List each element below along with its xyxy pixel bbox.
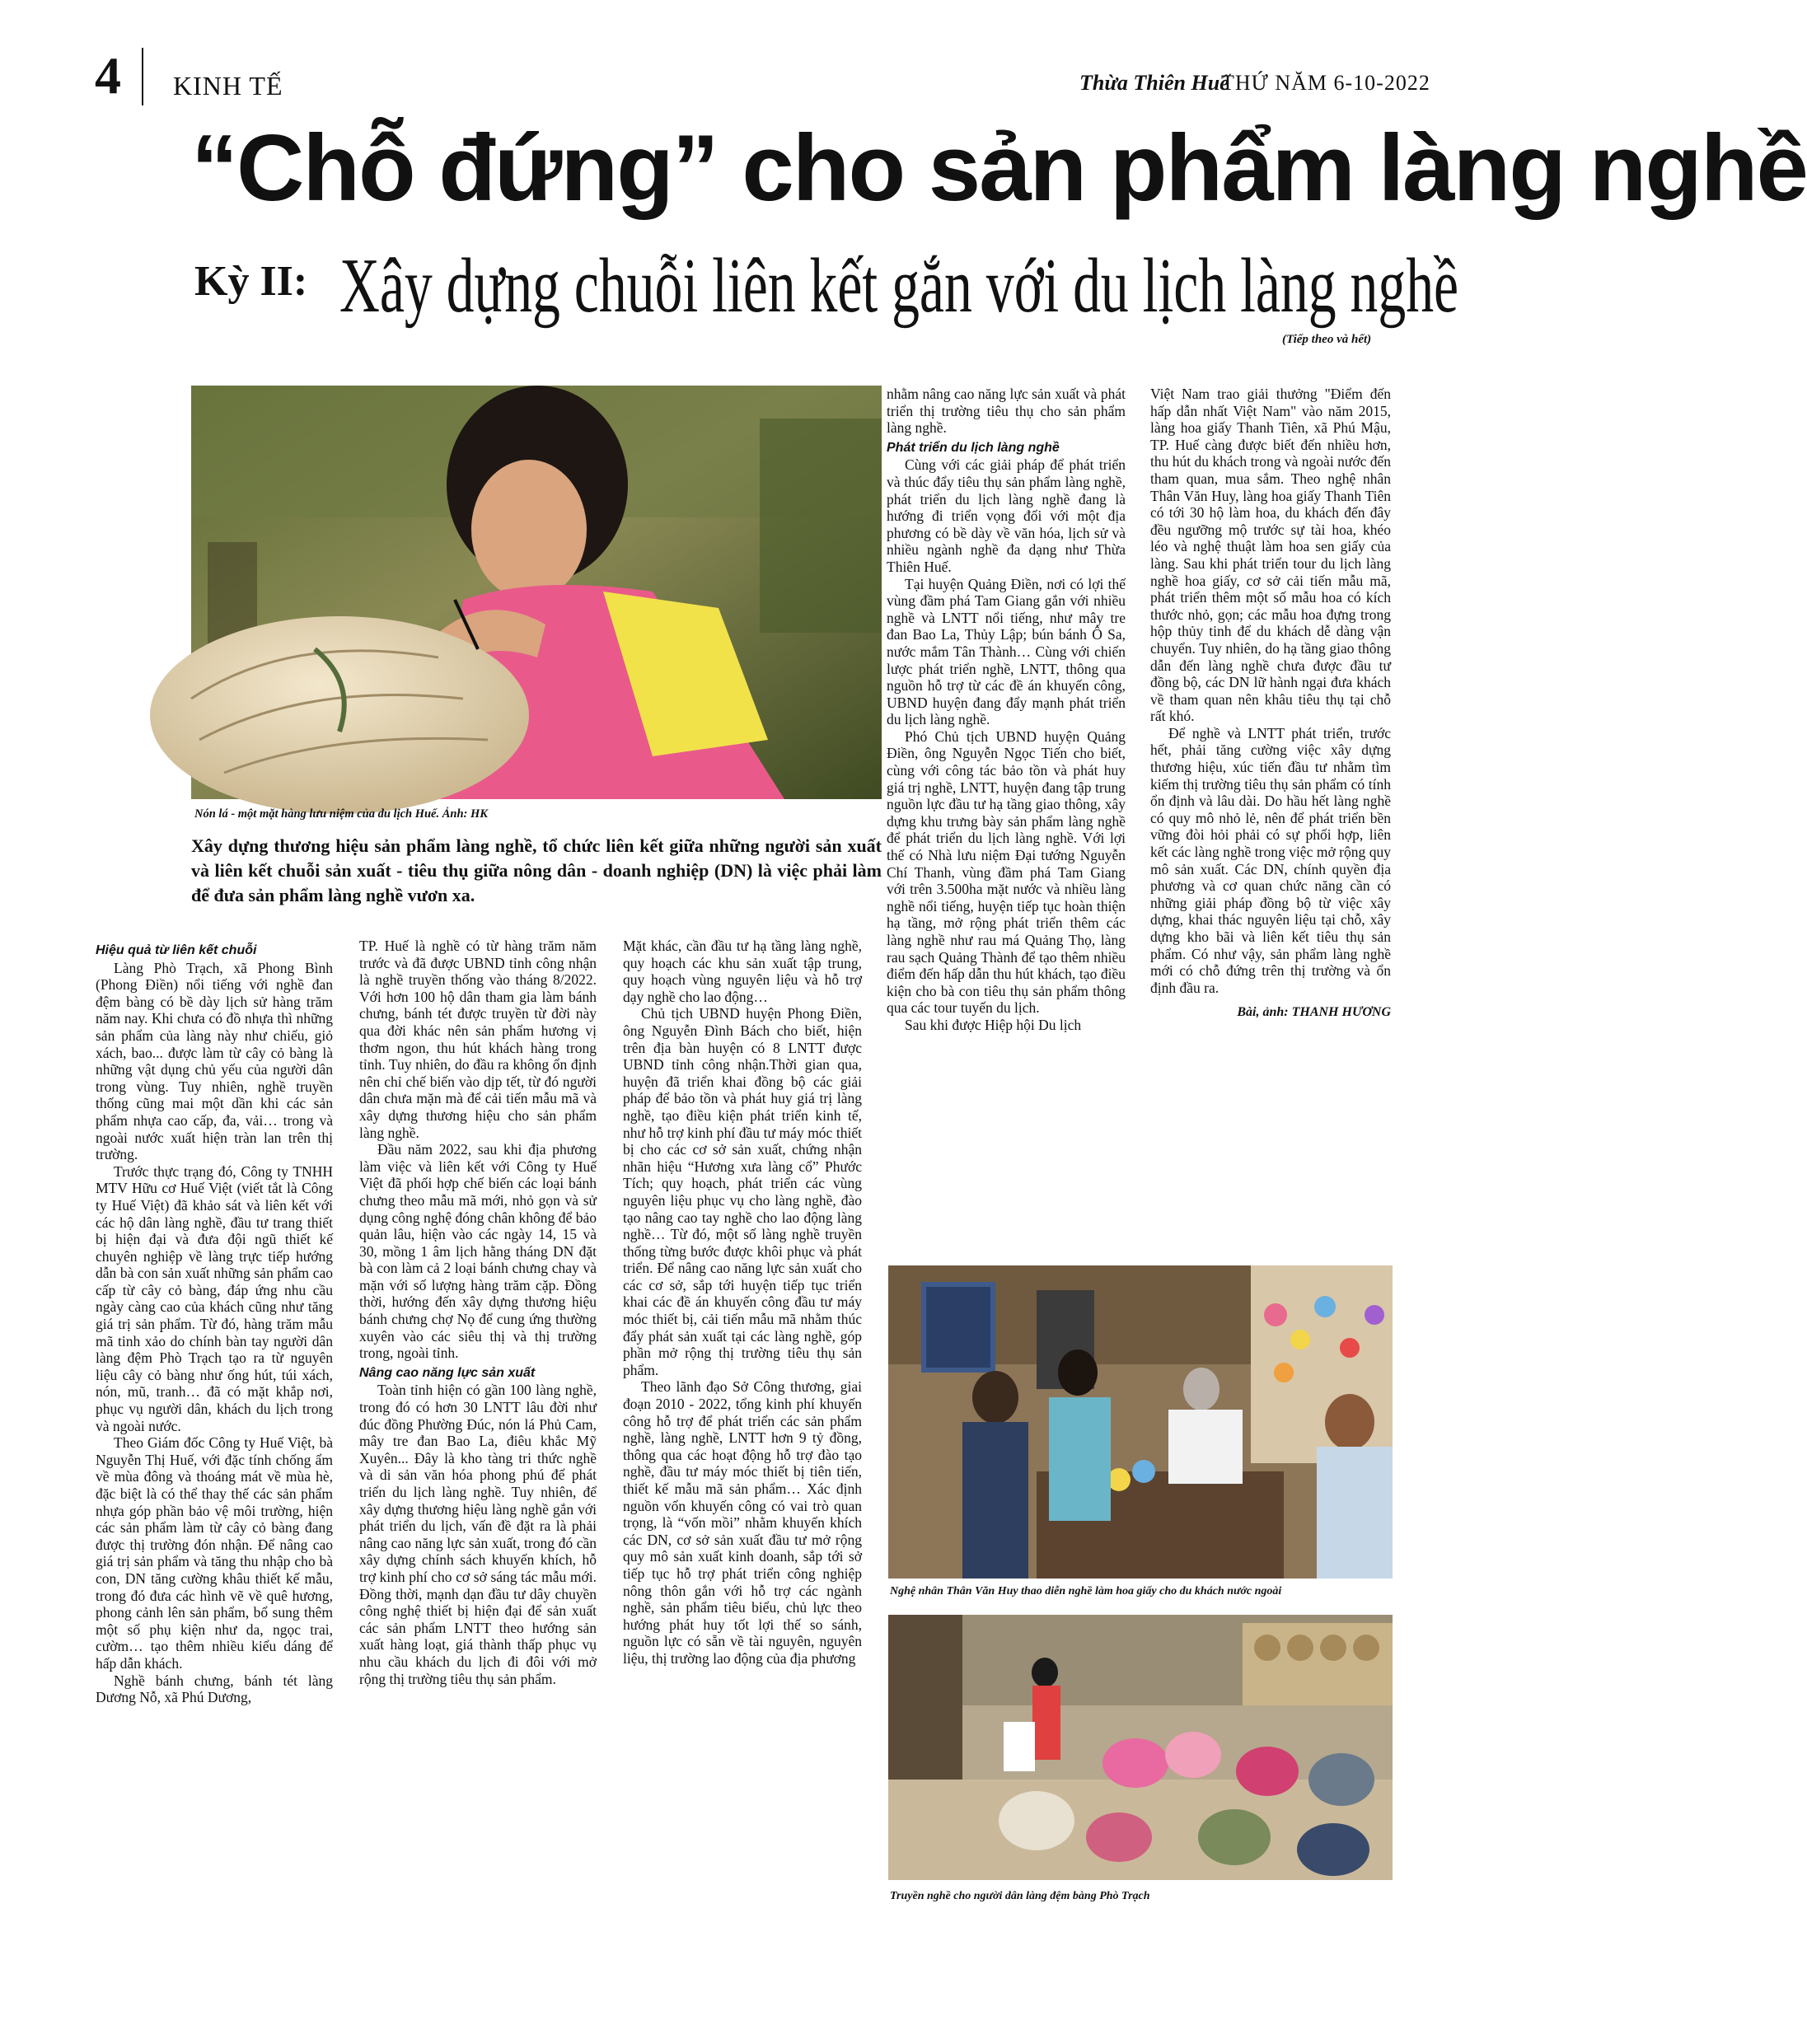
paragraph: Phó Chủ tịch UBND huyện Quảng Điền, ông Nguyễn Ngọc Tiến cho biết, cùng với công tác bảo tồn và phát huy giá trị nghề, LNTT, huyện đang tập trung nguồn lực đầu tư hạ tầng giao thông, xây dựng khu trưng bày sản phẩm làng nghề để phát triển du lịch làng nghề. Với lợi thế có Nhà lưu niệm Đại tướng Nguyễn Chí Thanh, vùng đầm phá Tam Giang với trên 3.500ha mặt nước và nhiều làng nghề nổi tiếng, huyện tiếp tục hoàn thiện hạ tầng, mở rộng phát triển thêm các làng nghề như rau má Quảng Thọ, làng rau sạch Quảng Thành để tạo thêm nhiều điểm đến hấp dẫn thu hút khách, tạo điều kiện cho bà con tiêu thụ sản phẩm thông qua các tour tuyến du lịch. xyxy=(887,727,1126,1017)
paragraph: Theo lãnh đạo Sở Công thương, giai đoạn 2010 - 2022, tổng kinh phí khuyến công hỗ trợ để phát triển các sản phẩm nghề, làng nghề, LNTT hơn 9 tỷ đồng, thông qua các hoạt động hỗ trợ đào tạo nghề, đầu tư máy móc thiết bị tiên tiến, thiết kế mẫu mã sản phẩm… Xác định nguồn vốn khuyến công có vai trò quan trọng, là “vốn mồi” nhằm khuyến khích các DN, cơ sở sản xuất đầu tư mở rộng quy mô sản xuất kinh doanh, sắp tới sở tiếp tục hỗ trợ phát triển công nghiệp nông thôn gắn với hỗ trợ các ngành nghề, sản phẩm tiêu biểu, chủ lực theo hướng phát huy tốt lợi thế so sánh, nguồn lực có sẵn về tài nguyên, nguyên liệu, thị trường lao động của địa phương xyxy=(623,1378,862,1667)
paragraph: Đầu năm 2022, sau khi địa phương làm việc và liên kết với Công ty Huế Việt đã phối hợp chế biến các loại bánh chưng theo mẫu mã mới, nhỏ gọn và sử dụng công nghệ đóng chân không để bảo quản lâu, hiện vào các ngày 14, 15 và 30, mồng 1 âm lịch hằng tháng DN đặt bà con làm cả 2 loại bánh chưng chay và mặn với số lượng hàng trăm cặp. Đồng thời, hướng đến xây dựng thương hiệu bánh chưng chợ Nọ để cung ứng thường xuyên vào các siêu thị và thị trường trong, ngoài tỉnh. xyxy=(359,1141,597,1362)
paragraph: Việt Nam trao giải thưởng "Điểm đến hấp dẫn nhất Việt Nam" vào năm 2015, làng hoa giấy Thanh Tiên, xã Phú Mậu, TP. Huế càng được biết đến nhiều hơn, thu hút du khách trong và ngoài nước đến tham quan, mua sắm. Theo nghệ nhân Thân Văn Huy, làng hoa giấy Thanh Tiên có tới 30 hộ làm hoa, du khách đến đây đều ngưỡng mộ trước sự tài hoa, khéo léo và nghệ thuật làm hoa sen giấy của làng. Sau khi phát triển tour du lịch làng nghề hoa giấy, cơ sở cải tiến mẫu mã, phát triển thêm một số mẫu hoa có kích thước nhỏ, gọn; các mẫu hoa đựng trong hộp thủy tinh để du khách dễ dàng vận chuyển. Tuy nhiên, do hạ tầng giao thông dẫn đến làng nghề chưa được đầu tư đồng bộ, các DN lữ hành ngại đưa khách về tham quan nên khâu tiêu thụ tại chỗ rất khó. xyxy=(1150,386,1391,725)
paragraph: Mặt khác, cần đầu tư hạ tầng làng nghề, quy hoạch các khu sản xuất tập trung, quy hoạch vùng nguyên liệu và hỗ trợ dạy nghề cho lao động… xyxy=(623,938,862,1005)
paragraph: TP. Huế là nghề có từ hàng trăm năm trước và đã được UBND tỉnh công nhận là nghề truyền thống vào tháng 8/2022. Với hơn 100 hộ dân tham gia làm bánh chưng, bánh tét được truyền từ đời này qua đời khác nên sản phẩm hương vị thơm ngon, thu hút khách hàng trong tỉnh. Tuy nhiên, do đầu ra không ổn định nên chỉ chế biến vào dịp tết, từ đó người dân chưa mặn mà để cải tiến mẫu mã và xây dựng thương hiệu cho sản phẩm làng nghề. xyxy=(359,938,597,1141)
header-divider xyxy=(142,48,143,105)
paragraph: Làng Phò Trạch, xã Phong Bình (Phong Điền) nổi tiếng với nghề đan đệm bàng có bề dày lịch sử hàng trăm năm nay. Khi chưa có đồ nhựa thì những sản phẩm của làng này như chiếu, giỏ xách, bao... được làm từ cây cỏ bàng là những vật dụng chủ yếu của người dân trong vùng. Tuy nhiên, nghề truyền thống cũng mai một dần khi các sản phẩm nhựa cao cấp, đa, vải… trong và ngoài nước xuất hiện tràn lan trên thị trường. xyxy=(96,959,333,1163)
newspaper-name: Thừa Thiên Huế xyxy=(1079,71,1229,95)
photo-caption-3: Truyền nghề cho người dân làng đệm bàng Phò Trạch xyxy=(890,1890,1150,1902)
paragraph: Nghề bánh chưng, bánh tét làng Dương Nỗ, xã Phú Dương, xyxy=(96,1672,333,1706)
page-number: 4 xyxy=(95,46,121,105)
subheading-2: Nâng cao năng lực sản xuất xyxy=(359,1365,536,1380)
paragraph: Trước thực trạng đó, Công ty TNHH MTV Hữu cơ Huế Việt (viết tắt là Công ty Huế Việt) đã khảo sát và liên kết với các hộ dân làng nghề, đầu tư trang thiết bị hiện đại và đưa đội ngũ thiết kế chuyên nghiệp về làng trực tiếp hướng dẫn bà con sản xuất những sản phẩm cao cấp từ cây cỏ bàng, đáp ứng nhu cầu ngày càng cao của khách cũng như tăng giá trị sản phẩm. Từ đó, hàng trăm mẫu mã tinh xảo do chính bàn tay người dân làng đệm Phò Trạch tạo ra từ nguyên liệu cây cỏ bàng như ống hút, túi xách, nón, mũ, tranh… đã có mặt khắp nơi, phục vụ người dân, khách du lịch trong và ngoài nước. xyxy=(96,1162,333,1434)
column-3 xyxy=(623,938,862,1667)
photo-caption-1: Nón lá - một mặt hàng lưu niệm của du lịch Huế. Ảnh: HK xyxy=(194,807,488,821)
column-2 xyxy=(359,938,597,1687)
article-lead: Xây dựng thương hiệu sản phẩm làng nghề, tổ chức liên kết giữa những người sản xuất và liên kết chuỗi sản xuất - tiêu thụ giữa nông dân - doanh nghiệp (DN) là việc phải làm để đưa sản phẩm làng nghề vươn xa. xyxy=(191,835,882,905)
series-note: (Tiếp theo và hết) xyxy=(1282,333,1372,346)
paragraph: Toàn tỉnh hiện có gần 100 làng nghề, trong đó có hơn 30 LNTT lâu đời như đúc đồng Phường Đúc, nón lá Phủ Cam, mây tre đan Bao La, điêu khắc Mỹ Xuyên... Đây là kho tàng tri thức nghề và di sản văn hóa phong phú để phát triển du lịch làng nghề. Tuy nhiên, để xây dựng thương hiệu làng nghề gắn với phát triển du lịch, vấn đề đặt ra là phải nâng cao năng lực sản xuất, trong đó cần xây dựng chính sách khuyến khích, hỗ trợ kinh phí cho cơ sở sáng tác mẫu mới. Đồng thời, mạnh dạn đầu tư dây chuyền công nghệ thiết bị hiện đại để sản xuất các sản phẩm LNTT theo hướng sản xuất hàng loạt, giá thành thấp phục vụ nhu cầu khách du lịch đi đôi với mở rộng thị trường tiêu thụ sản phẩm. xyxy=(359,1382,597,1687)
column-1 xyxy=(96,939,333,1706)
subheading-1: Hiệu quả từ liên kết chuỗi xyxy=(96,943,257,957)
subheading-3: Phát triển du lịch làng nghề xyxy=(887,440,1060,455)
byline: Bài, ảnh: THANH HƯƠNG xyxy=(1237,1005,1391,1020)
photo-paper-flower-demo xyxy=(888,1265,1393,1579)
photo-weaving-class xyxy=(888,1615,1393,1880)
section-name: KINH TẾ xyxy=(173,71,283,101)
paragraph: Tại huyện Quảng Điền, nơi có lợi thế vùng đầm phá Tam Giang gắn với nhiều nghề và LNTT nổi tiếng, như mây tre đan Bao La, Thủy Lập; bún bánh Ô Sa, nước mắm Tân Thành… Cùng với chiến lược phát triển nghề, LNTT, thông qua nguồn hỗ trợ từ các đề án khuyến công, UBND huyện đang đẩy mạnh phát triển du lịch làng nghề. xyxy=(887,575,1126,728)
paragraph: nhằm nâng cao năng lực sản xuất và phát triển thị trường tiêu thụ cho sản phẩm làng nghề. xyxy=(887,386,1126,437)
photo-hat-painter xyxy=(191,386,882,799)
photo-weaving-class-image xyxy=(888,1615,1393,1880)
article-subheadline: Xây dựng chuỗi liên kết gắn với du lịch làng nghề xyxy=(339,243,1459,329)
column-4 xyxy=(887,386,1126,1034)
column-5 xyxy=(1150,386,1391,1022)
issue-date: THỨ NĂM 6-10-2022 xyxy=(1221,71,1430,95)
paragraph: Sau khi được Hiệp hội Du lịch xyxy=(905,1016,1082,1033)
paragraph: Để nghề và LNTT phát triển, trước hết, phải tăng cường việc xây dựng thương hiệu, xúc tiến đầu tư nhằm tìm kiếm thị trường tiêu thụ sản phẩm có tính ổn định và lâu dài. Do hầu hết làng nghề có quy mô nhỏ lẻ, nên để phát triển bền vững đòi hỏi phải có sự phối hợp, liên kết các làng nghề trong việc mở rộng quy mô sản xuất. Các DN, chính quyền địa phương và cơ quan chức năng cần có những giải pháp đồng bộ từ việc xây dựng, khai thác nguyên liệu tại chỗ, xây dựng kho bãi và liên kết tiêu thụ sản phẩm. Có như vậy, sản phẩm làng nghề mới có chỗ đứng trên thị trường và ổn định đầu ra. xyxy=(1150,724,1391,996)
paragraph: Cùng với các giải pháp để phát triển và thúc đẩy tiêu thụ sản phẩm làng nghề, phát triển du lịch làng nghề đang là hướng đi triển vọng đối với một địa phương có bề dày về văn hóa, lịch sử và nhiều ngành nghề đa dạng như Thừa Thiên Huế. xyxy=(887,456,1126,575)
paragraph: Theo Giám đốc Công ty Huế Việt, bà Nguyễn Thị Huế, với đặc tính chống ẩm về mùa đông và thoáng mát về mùa hè, đặc biệt là có thể thay thế các sản phẩm nhựa góp phần bảo vệ môi trường, hiện các sản phẩm làm từ cây cỏ bàng đang được thị trường đón nhận. Để nâng cao giá trị sản phẩm và tăng thu nhập cho bà con, DN tăng cường khâu thiết kế mẫu, trong đó đưa các hình vẽ về quê hương, phong cảnh lên sản phẩm, bổ sung thêm một số phụ kiện như da, ngọc trai, cườm… tạo thêm nhiều kiểu dáng để hấp dẫn khách. xyxy=(96,1434,333,1672)
photo-hat-painter-image xyxy=(191,386,882,799)
article-headline: “Chỗ đứng” cho sản phẩm làng nghề xyxy=(191,116,1807,221)
photo-paper-flower-demo-image xyxy=(888,1265,1393,1579)
paragraph: Chủ tịch UBND huyện Phong Điền, ông Nguyễn Đình Bách cho biết, hiện trên địa bàn huyện có 8 LNTT được UBND tỉnh công nhận.Thời gian qua, huyện đã triển khai đồng bộ các giải pháp để bảo tồn và phát huy giá trị làng nghề, tạo điều kiện phát triển kinh tế, như hỗ trợ kinh phí đầu tư máy móc thiết bị cho các cơ sở sản xuất, chứng nhận nhãn hiệu “Hương xưa làng cổ” Phước Tích; quy hoạch, phát triển các vùng nguyên liệu phục vụ cho làng nghề, đào tạo nâng cao tay nghề cho lao động làng nghề… Từ đó, một số làng nghề truyền thống từng bước được khôi phục và phát triển. Để nâng cao năng lực sản xuất cho các cơ sở, sắp tới huyện tiếp tục triển khai các đề án khuyến công đầu tư máy móc thiết bị, cải tiến mẫu mã nhằm thúc đẩy phát sản xuất tại các làng nghề, góp phần mở rộng thị trường tiêu thụ sản phẩm. xyxy=(623,1005,862,1378)
photo-caption-2: Nghệ nhân Thân Văn Huy thao diễn nghề làm hoa giấy cho du khách nước ngoài xyxy=(890,1585,1282,1597)
episode-label: Kỳ II: xyxy=(194,258,308,305)
